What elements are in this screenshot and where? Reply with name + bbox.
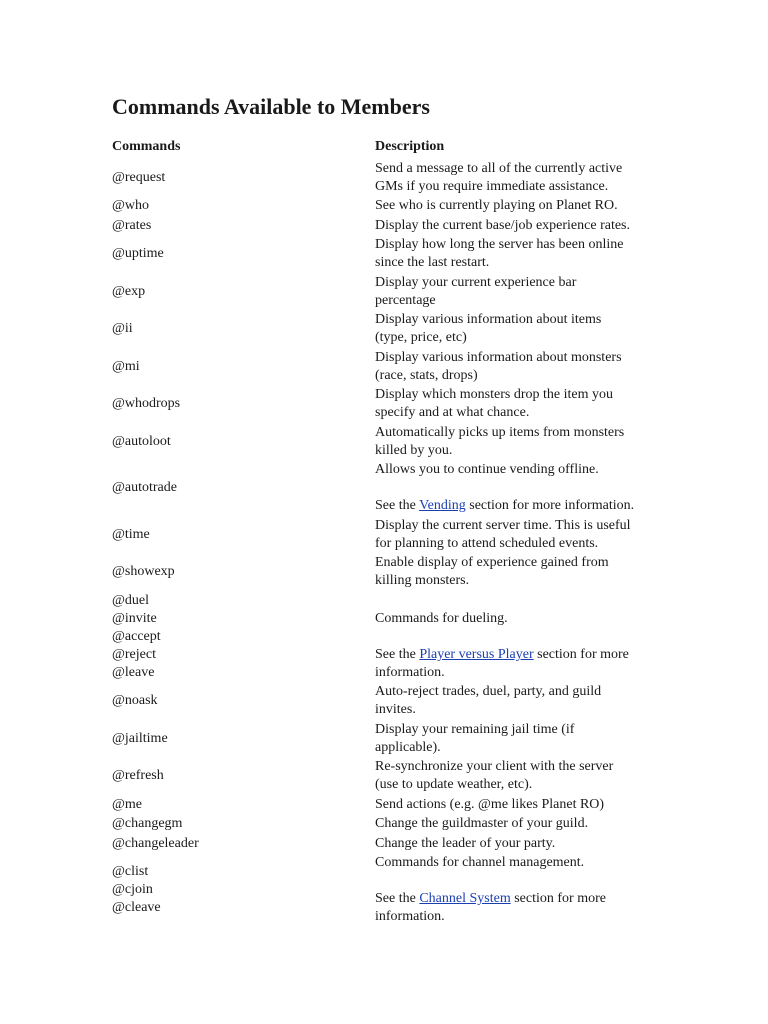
description-line (375, 311, 675, 329)
description-cell (375, 517, 675, 553)
command-name: @changeleader (112, 835, 199, 851)
description-text: Change the guildmaster of your guild. (375, 816, 589, 832)
command-cell (112, 433, 171, 451)
description-line (375, 236, 675, 254)
description-line (375, 758, 675, 776)
command-name: @uptime (112, 246, 164, 262)
description-line (375, 517, 675, 535)
command-name: @mi (112, 358, 140, 374)
command-name: @cleave (112, 900, 161, 916)
table-row (0, 197, 768, 217)
description-text: killing monsters. (375, 573, 470, 589)
section-link[interactable]: Player versus Player (419, 646, 534, 662)
description-text: Commands for channel management. (375, 855, 585, 871)
description-line (375, 854, 675, 872)
description-text: Display the current base/job experience rates. (375, 217, 631, 233)
command-cell (112, 217, 151, 235)
description-cell (375, 721, 675, 757)
description-line (375, 554, 675, 572)
command-name: @exp (112, 283, 146, 299)
table-row (0, 554, 768, 592)
command-name: @changegm (112, 816, 183, 832)
blank-line (375, 872, 675, 890)
command-name: @refresh (112, 768, 164, 784)
command-name: @jailtime (112, 730, 168, 746)
description-cell (375, 236, 675, 272)
description-text: See the (375, 498, 420, 514)
description-text: section for more information. (465, 498, 635, 514)
description-text: information. (375, 909, 445, 925)
description-cell (375, 815, 675, 833)
description-text: Enable display of experience gained from (375, 555, 609, 571)
description-text: Re-synchronize your client with the server (375, 759, 614, 775)
description-cell (375, 835, 675, 853)
description-text: See the (375, 646, 420, 662)
description-text: section for more (533, 646, 629, 662)
table-row (0, 854, 768, 928)
command-cell (112, 592, 161, 682)
table-row (0, 758, 768, 796)
command-cell (112, 730, 168, 748)
table-row (0, 311, 768, 349)
description-text: See who is currently playing on Planet RO. (375, 198, 618, 214)
description-text: information. (375, 664, 445, 680)
table-row (0, 516, 768, 554)
description-line (375, 835, 675, 853)
description-text: GMs if you require immediate assistance. (375, 178, 609, 194)
description-line (375, 721, 675, 739)
column-header-description: Description (375, 139, 445, 154)
description-line (375, 890, 675, 908)
description-text: Send actions (e.g. @me likes Planet RO) (375, 796, 605, 812)
command-name: @request (112, 169, 166, 185)
description-text: Auto-reject trades, duel, party, and guild (375, 684, 602, 700)
description-line (375, 254, 675, 272)
description-cell (375, 854, 675, 926)
command-name: @rates (112, 217, 152, 233)
table-row (0, 423, 768, 461)
description-line (375, 424, 675, 442)
command-name: @who (112, 198, 150, 214)
description-line (375, 292, 675, 310)
command-cell (112, 767, 164, 785)
command-name: @autotrade (112, 480, 177, 496)
blank-line (375, 628, 675, 646)
description-text: for planning to attend scheduled events. (375, 535, 599, 551)
blank-line (375, 592, 675, 610)
description-cell (375, 217, 675, 235)
command-name: @me (112, 796, 142, 812)
command-cell (112, 526, 150, 544)
table-row (0, 348, 768, 386)
description-text: Automatically picks up items from monsters (375, 424, 625, 440)
description-line (375, 664, 675, 682)
description-cell (375, 424, 675, 460)
blank-line (375, 479, 675, 497)
description-line (375, 701, 675, 719)
command-cell (112, 358, 140, 376)
section-link[interactable]: Channel System (419, 891, 511, 907)
table-row (0, 216, 768, 236)
description-text: Commands for dueling. (375, 610, 508, 626)
description-text: (use to update weather, etc). (375, 777, 533, 793)
command-name: @noask (112, 693, 158, 709)
description-line (375, 404, 675, 422)
description-cell (375, 386, 675, 422)
description-line (375, 535, 675, 553)
command-name: @invite (112, 610, 157, 626)
description-text: section for more (510, 891, 606, 907)
description-cell (375, 197, 675, 215)
command-cell (112, 283, 145, 301)
description-cell (375, 160, 675, 196)
description-line (375, 329, 675, 347)
description-line (375, 178, 675, 196)
description-line (375, 274, 675, 292)
table-row (0, 159, 768, 197)
table-row (0, 273, 768, 311)
description-text: applicable). (375, 739, 441, 755)
table-row (0, 591, 768, 683)
description-line (375, 908, 675, 926)
table-row (0, 795, 768, 815)
description-text: Send a message to all of the currently active (375, 160, 623, 176)
command-name: @autoloot (112, 433, 171, 449)
command-name: @clist (112, 864, 149, 880)
table-row (0, 386, 768, 424)
description-line (375, 497, 675, 515)
description-text: percentage (375, 292, 436, 308)
column-header-commands: Commands (112, 139, 181, 154)
description-line (375, 197, 675, 215)
description-cell (375, 683, 675, 719)
description-line (375, 796, 675, 814)
command-name: @showexp (112, 564, 175, 580)
command-name: @accept (112, 628, 161, 644)
command-cell (112, 479, 177, 497)
description-cell (375, 349, 675, 385)
command-name: @ii (112, 321, 133, 337)
description-text: Display the current server time. This is useful (375, 517, 631, 533)
table-row (0, 683, 768, 721)
table-row (0, 236, 768, 274)
description-cell (375, 274, 675, 310)
section-link[interactable]: Vending (419, 498, 466, 514)
description-line (375, 386, 675, 404)
command-cell (112, 563, 175, 581)
command-cell (112, 835, 199, 853)
description-line (375, 683, 675, 701)
command-cell (112, 245, 164, 263)
command-name: @cjoin (112, 882, 153, 898)
description-text: (race, stats, drops) (375, 367, 478, 383)
description-line (375, 776, 675, 794)
command-name: @reject (112, 646, 156, 662)
command-cell (112, 320, 133, 338)
command-name: @whodrops (112, 396, 181, 412)
page-title: Commands Available to Members (112, 94, 430, 119)
command-cell (112, 863, 161, 917)
description-line (375, 815, 675, 833)
description-text: Allows you to continue vending offline. (375, 462, 599, 478)
description-line (375, 461, 675, 479)
description-text: specify and at what chance. (375, 405, 530, 421)
command-cell (112, 197, 149, 215)
description-line (375, 572, 675, 590)
description-text: Display your current experience bar (375, 274, 577, 290)
description-cell (375, 592, 675, 682)
command-cell (112, 815, 182, 833)
description-text: See the (375, 891, 420, 907)
description-line (375, 349, 675, 367)
description-line (375, 160, 675, 178)
description-cell (375, 554, 675, 590)
description-text: Display your remaining jail time (if (375, 721, 575, 737)
description-cell (375, 311, 675, 347)
command-cell (112, 169, 165, 187)
description-text: Display various information about monsters (375, 349, 622, 365)
description-line (375, 217, 675, 235)
table-row (0, 815, 768, 835)
command-cell (112, 796, 142, 814)
description-line (375, 367, 675, 385)
description-text: since the last restart. (375, 255, 490, 271)
description-cell (375, 461, 675, 515)
description-text: (type, price, etc) (375, 330, 467, 346)
command-name: @time (112, 526, 150, 542)
description-line (375, 442, 675, 460)
description-text: killed by you. (375, 442, 453, 458)
description-text: Display various information about items (375, 312, 602, 328)
table-row (0, 834, 768, 854)
description-line (375, 610, 675, 628)
table-row (0, 461, 768, 517)
description-cell (375, 796, 675, 814)
description-text: Display which monsters drop the item you (375, 387, 613, 403)
command-cell (112, 395, 180, 413)
command-name: @duel (112, 592, 149, 608)
command-cell (112, 692, 158, 710)
command-name: @leave (112, 664, 155, 680)
description-line (375, 646, 675, 664)
description-text: Display how long the server has been online (375, 237, 624, 253)
table-row (0, 720, 768, 758)
description-text: invites. (375, 702, 416, 718)
description-text: Change the leader of your party. (375, 835, 556, 851)
description-line (375, 739, 675, 757)
description-cell (375, 758, 675, 794)
